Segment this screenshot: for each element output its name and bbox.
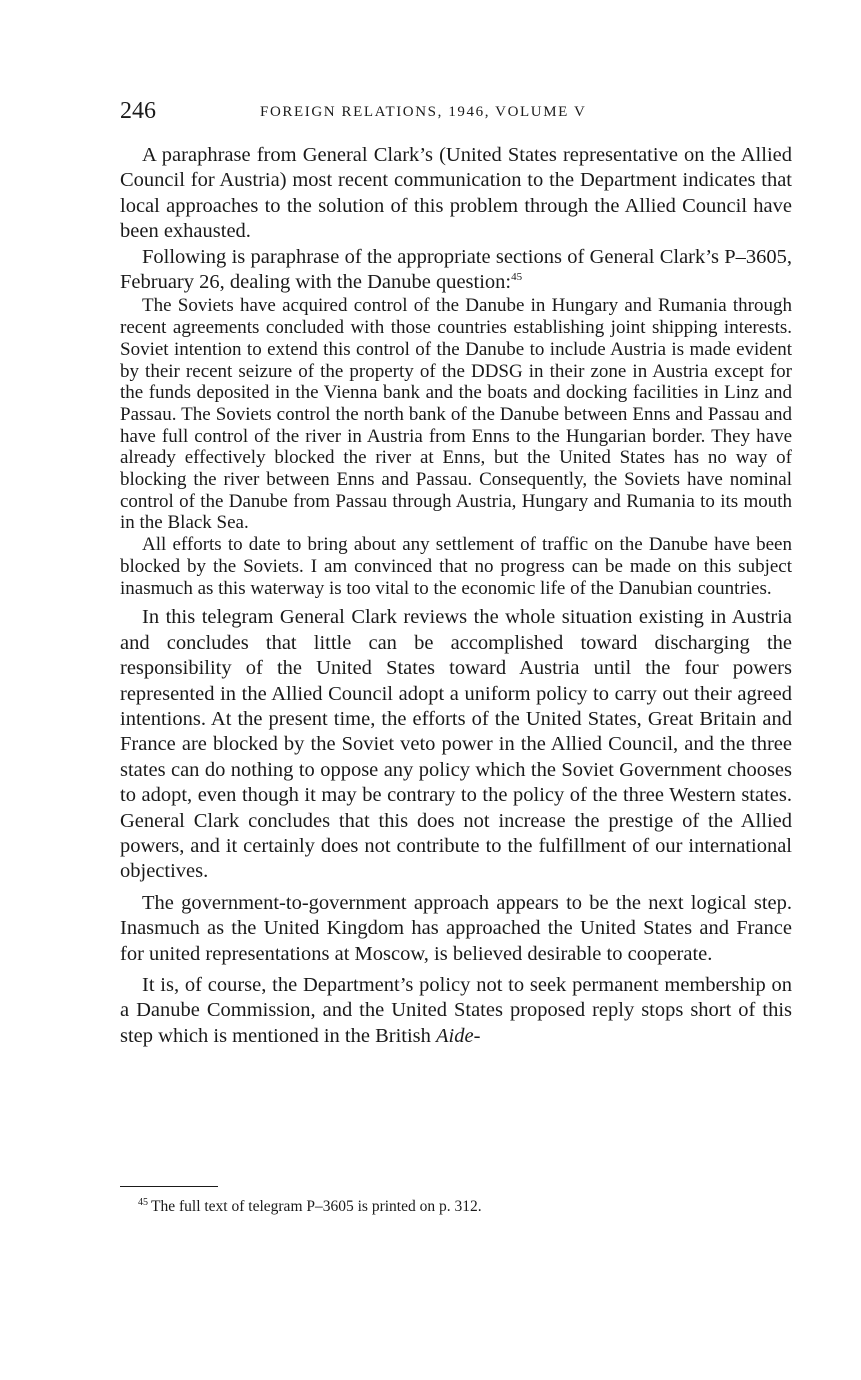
footnote <box>138 1196 778 1218</box>
quoted-paragraph-efforts-blocked: All efforts to date to bring about any settlement of traffic on the Danube have been blocked by the Soviets. I am convinced that no progress can be made on this subject inasmuch as this waterway is too vital to the economic life of the Danubian countries. <box>120 534 792 599</box>
paragraph-following <box>120 245 792 296</box>
footnote-reference: 45 <box>511 271 523 284</box>
quoted-paragraph-soviet-control: The Soviets have acquired control of the Danube in Hungary and Rumania through recent agreements concluded with those countries establishing joint shipping interests. Soviet intention to extend this control of the Danube to include Austria is made evident by their recent seizure of the property of the DDSG in their zone in Austria except for the funds deposited in the Vienna bank and the boats and docking facilities in Linz and Passau. The Soviets control the north bank of the Danube between Enns and Passau and have full control of the river in Austria from Enns to the Hungarian border. They have already effectively blocked the river at Enns, but the United States has no way of blocking the river between Enns and Passau. Consequently, the Soviets have nominal control of the Danube from Passau through Austria, Hungary and Rumania to its mouth in the Black Sea. <box>120 295 792 534</box>
footnote-mark: 45 <box>138 1196 148 1208</box>
paragraph-department-policy-text: It is, of course, the Department’s policy not to seek permanent membership on a Danube Commission, and the United States proposed reply stops short of this step which is mentioned in the British <box>120 973 792 1047</box>
italic-aide: Aide- <box>436 1024 481 1047</box>
footnote-rule <box>120 1186 218 1187</box>
running-head: FOREIGN RELATIONS, 1946, VOLUME V <box>260 104 587 120</box>
page-header <box>120 96 792 126</box>
footnote-text: The full text of telegram P–3605 is printed on p. 312. <box>151 1198 482 1215</box>
page-number: 246 <box>120 98 156 124</box>
paragraph-following-text: Following is paraphrase of the appropriate sections of General Clark’s P–3605, February 26, dealing with the Danube question: <box>120 245 792 294</box>
paragraph-telegram-review: In this telegram General Clark reviews the whole situation existing in Austria and concludes that little can be accomplished toward discharging the responsibility of the United States toward Austria until the four powers represented in the Allied Council adopt a uniform policy to carry out their agreed intentions. At the present time, the efforts of the United States, Great Britain and France are blocked by the Soviet veto power in the Allied Council, and the three states can do nothing to oppose any policy which the Soviet Government chooses to adopt, even though it may be contrary to the policy of the three Western states. General Clark concludes that this does not increase the prestige of the Allied powers, and it certainly does not contribute to the fulfillment of our international objectives. <box>120 606 792 883</box>
paragraph-intro: A paraphrase from General Clark’s (United States representative on the Allied Council for Austria) most recent communication to the Department indicates that local approaches to the solution of this problem through the Allied Council have been exhausted. <box>120 144 792 243</box>
page-body <box>120 143 792 1049</box>
paragraph-government-approach: The government-to-government approach appears to be the next logical step. Inasmuch as the United Kingdom has approached the United States and France for united representations at Moscow, is believed desirable to cooperate. <box>120 891 792 965</box>
paragraph-department-policy <box>120 973 792 1049</box>
